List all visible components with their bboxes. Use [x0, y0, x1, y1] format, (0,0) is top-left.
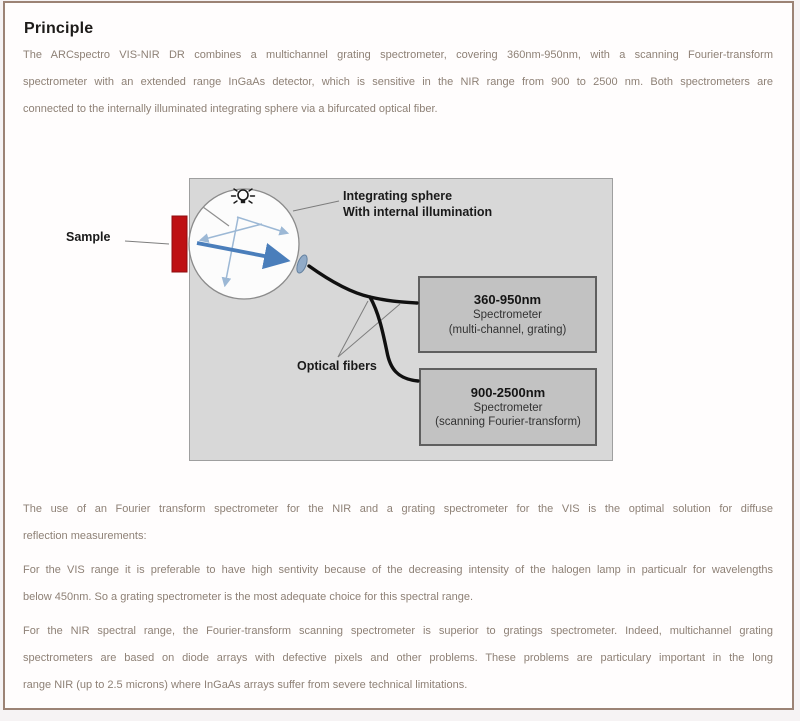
vis-box-title: 360-950nm: [473, 292, 542, 307]
vis-box-subtitle: Spectrometer: [472, 309, 543, 321]
text-line: For the VIS range it is preferable to have high sentivity because of the decreasing intensity of the halogen lamp in particualr for wavelengths: [23, 564, 773, 576]
text-line: The use of an Fourier transform spectrometer for the NIR and a grating spectrometer for the VIS is the optimal solution for diffuse: [23, 503, 773, 515]
page-title: Principle: [24, 20, 94, 37]
optical-fibers-label: Optical fibers: [297, 359, 377, 373]
text-line: below 450nm. So a grating spectrometer is the most adequate choice for this spectral range.: [23, 591, 474, 603]
vis-spectrometer-box: [418, 276, 597, 353]
nir-box-detail: (scanning Fourier-transform): [435, 416, 581, 428]
paragraph-nir-range: [23, 618, 773, 699]
paragraph-vis-range: [23, 557, 773, 611]
intro-paragraph: [23, 42, 773, 123]
text-line: The ARCspectro VIS-NIR DR combines a multichannel grating spectrometer, covering 360nm-950nm, with a scanning Fourier-transform: [23, 49, 773, 61]
text-line: spectrometers are based on diode arrays with defective pixels and other problems. These problems are particulary important in the long: [23, 652, 773, 664]
text-line: connected to the internally illuminated integrating sphere via a bifurcated optical fiber.: [23, 103, 438, 115]
text-line: range NIR (up to 2.5 microns) where InGaAs arrays suffer from severe technical limitations.: [23, 679, 468, 691]
sample-label: Sample: [66, 230, 111, 244]
nir-box-subtitle: Spectrometer: [473, 401, 543, 414]
nir-spectrometer-box: [419, 368, 597, 446]
text-line: spectrometer with an extended range InGaAs detector, which is sensitive in the NIR range from 900 to 2500 nm. Both spectrometers are: [23, 76, 773, 88]
text-line: For the NIR spectral range, the Fourier-transform scanning spectrometer is superior to gratings spectrometer. Indeed, multichannel grating: [23, 625, 773, 637]
text-line: With internal illumination: [343, 204, 493, 219]
integrating-sphere-label: [343, 189, 492, 220]
text-line: Integrating sphere: [343, 189, 453, 203]
vis-box-detail: (multi-channel, grating): [448, 323, 567, 336]
nir-box-title: 900-2500nm: [470, 384, 546, 400]
paragraph-optimal-solution: [23, 496, 773, 550]
text-line: reflection measurements:: [23, 530, 147, 542]
